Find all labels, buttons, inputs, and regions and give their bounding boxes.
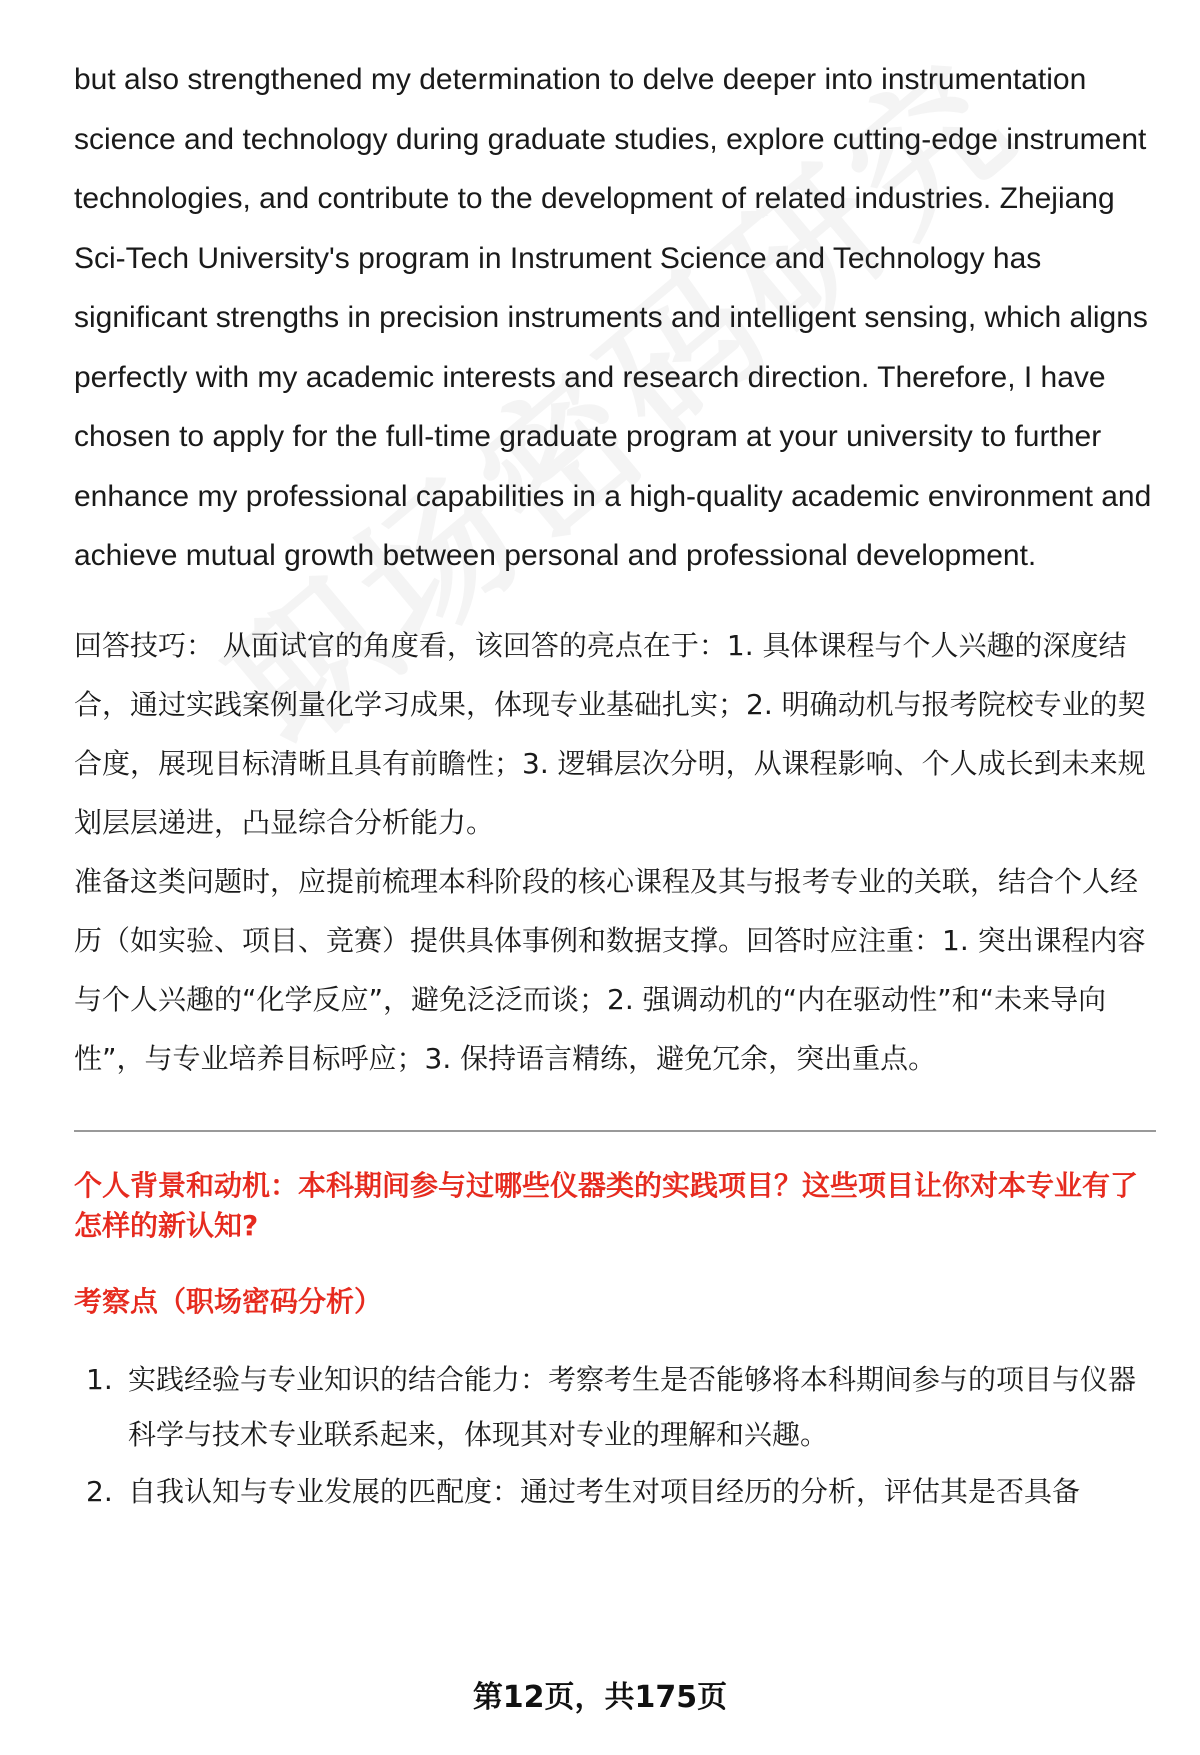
document-page [74,50,1154,1521]
list-item [74,1352,1154,1462]
answer-tips [74,616,1154,1088]
answer-paragraph: but also strengthened my determination to delve deeper into instrumentation science and technology during graduate studies, explore cutting-edge instrument technologies, and contribute to the development of related industries. Zhejiang Sci-Tech University's program in Instrument Science and Technology has significant strengths in precision instruments and intelligent sensing, which aligns perfectly with my academic interests and research direction. Therefore, I have chosen to apply for the full-time graduate program at your university to further enhance my professional capabilities in a high-quality academic environment and achieve mutual growth between personal and professional development. [74,63,1152,572]
tips-paragraph-2: 准备这类问题时，应提前梳理本科阶段的核心课程及其与报考专业的关联，结合个人经历（如实验、项目、竞赛）提供具体事例和数据支撑。回答时应注重：1. 突出课程内容与个人兴趣的“化学反应”，避免泛泛而谈；2. 强调动机的“内在驱动性”和“未来导向性”，与专业培养目标呼应；3. 保持语言精练，避免冗余，突出重点。 [74,864,1146,1075]
question-heading: 个人背景和动机：本科期间参与过哪些仪器类的实践项目？这些项目让你对本专业有了怎样的新认知? [74,1168,1139,1242]
list-item-number: 2. [86,1474,113,1508]
list-item-text: 实践经验与专业知识的结合能力：考察考生是否能够将本科期间参与的项目与仪器科学与技术专业联系起来，体现其对专业的理解和兴趣。 [128,1362,1137,1451]
section-divider [74,1130,1156,1132]
assessment-points-list [74,1352,1154,1519]
section-title: 考察点（职场密码分析） [74,1284,383,1318]
list-item-number: 1. [86,1362,113,1396]
list-item [74,1464,1154,1519]
tips-paragraph-1: 回答技巧： 从面试官的角度看，该回答的亮点在于：1. 具体课程与个人兴趣的深度结合，通过实践案例量化学习成果，体现专业基础扎实；2. 明确动机与报考院校专业的契合度，展现目标清晰且具有前瞻性；3. 逻辑层次分明，从课程影响、个人成长到未来规划层层递进，凸显综合分析能力。 [74,628,1146,839]
page-footer: 第12页，共175页 [472,1680,728,1715]
list-item-text: 自我认知与专业发展的匹配度：通过考生对项目经历的分析，评估其是否具备 [128,1474,1081,1508]
